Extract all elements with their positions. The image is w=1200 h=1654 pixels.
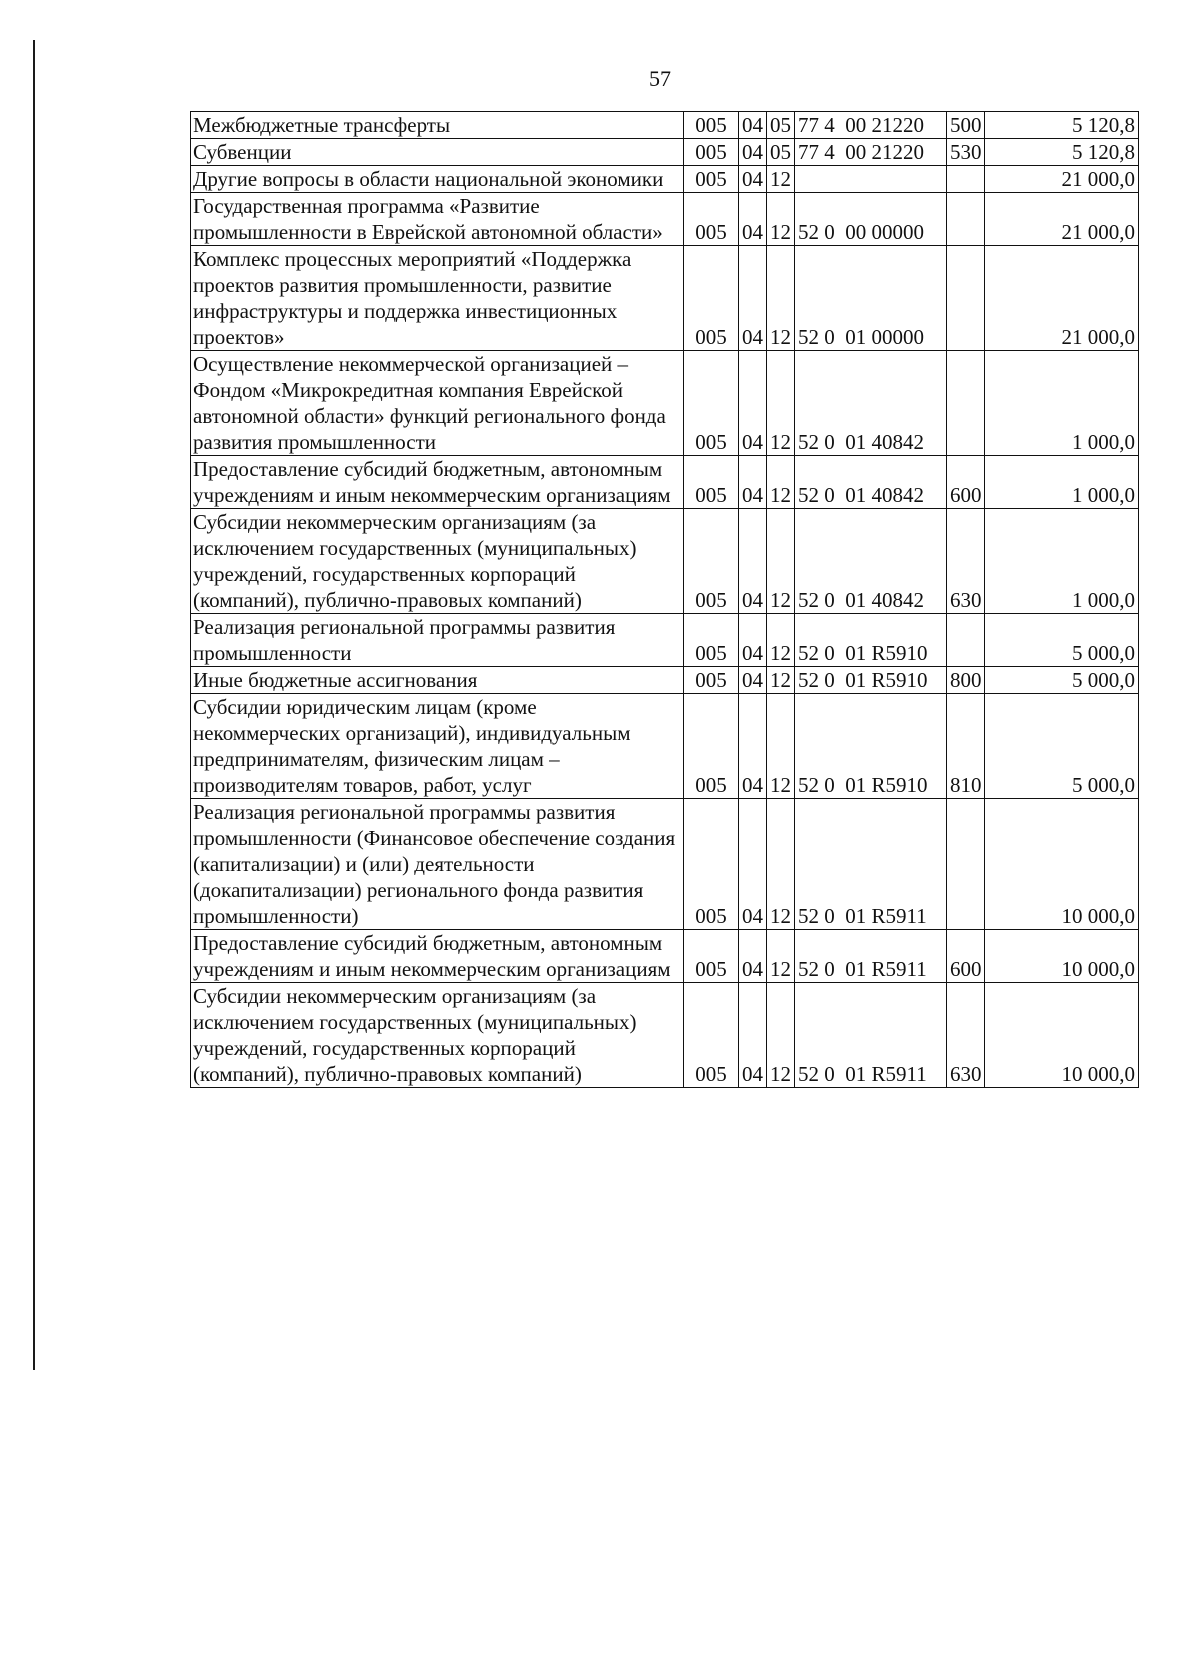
table-row xyxy=(191,351,1139,456)
section-cell: 04 xyxy=(739,193,767,246)
row-name-cell: Иные бюджетные ассигнования xyxy=(191,667,684,694)
subsection-cell: 05 xyxy=(767,112,795,139)
row-name-cell: Государственная программа «Развитие промышленности в Еврейской автономной области» xyxy=(191,193,684,246)
expense-type-cell: 500 xyxy=(947,112,985,139)
table-row xyxy=(191,983,1139,1088)
target-article-cell: 52 0 01 00000 xyxy=(795,246,947,351)
amount-cell: 10 000,0 xyxy=(985,930,1139,983)
subsection-cell: 12 xyxy=(767,930,795,983)
table-row xyxy=(191,456,1139,509)
section-cell: 04 xyxy=(739,799,767,930)
amount-cell: 1 000,0 xyxy=(985,456,1139,509)
subsection-cell: 12 xyxy=(767,983,795,1088)
table-row xyxy=(191,614,1139,667)
target-article-cell xyxy=(795,166,947,193)
section-cell: 04 xyxy=(739,456,767,509)
subsection-cell: 12 xyxy=(767,351,795,456)
target-article-cell: 52 0 01 40842 xyxy=(795,456,947,509)
amount-cell: 10 000,0 xyxy=(985,983,1139,1088)
subsection-cell: 12 xyxy=(767,456,795,509)
expense-type-cell xyxy=(947,166,985,193)
row-name-cell: Другие вопросы в области национальной экономики xyxy=(191,166,684,193)
table-row xyxy=(191,139,1139,166)
section-cell: 04 xyxy=(739,139,767,166)
amount-cell: 5 120,8 xyxy=(985,112,1139,139)
subsection-cell: 12 xyxy=(767,193,795,246)
row-name-cell: Субсидии некоммерческим организациям (за исключением государственных (муниципальных) учреждений, государственных корпораций (компаний), публично-правовых компаний) xyxy=(191,509,684,614)
table-row xyxy=(191,799,1139,930)
target-article-cell: 52 0 01 R5911 xyxy=(795,930,947,983)
target-article-cell: 52 0 00 00000 xyxy=(795,193,947,246)
grbs-cell: 005 xyxy=(684,983,739,1088)
table-row xyxy=(191,930,1139,983)
subsection-cell: 12 xyxy=(767,799,795,930)
grbs-cell: 005 xyxy=(684,351,739,456)
target-article-cell: 52 0 01 R5910 xyxy=(795,614,947,667)
target-article-cell: 52 0 01 R5911 xyxy=(795,983,947,1088)
amount-cell: 21 000,0 xyxy=(985,166,1139,193)
expense-type-cell: 600 xyxy=(947,456,985,509)
expense-type-cell: 630 xyxy=(947,983,985,1088)
amount-cell: 1 000,0 xyxy=(985,351,1139,456)
section-cell: 04 xyxy=(739,509,767,614)
target-article-cell: 77 4 00 21220 xyxy=(795,139,947,166)
row-name-cell: Реализация региональной программы развития промышленности (Финансовое обеспечение создания (капитализации) и (или) деятельности (докапитализации) регионального фонда развития промышленности) xyxy=(191,799,684,930)
table-row xyxy=(191,193,1139,246)
grbs-cell: 005 xyxy=(684,614,739,667)
grbs-cell: 005 xyxy=(684,193,739,246)
grbs-cell: 005 xyxy=(684,166,739,193)
budget-table xyxy=(190,111,1139,1088)
expense-type-cell: 810 xyxy=(947,694,985,799)
expense-type-cell: 800 xyxy=(947,667,985,694)
subsection-cell: 12 xyxy=(767,694,795,799)
grbs-cell: 005 xyxy=(684,799,739,930)
grbs-cell: 005 xyxy=(684,930,739,983)
subsection-cell: 12 xyxy=(767,166,795,193)
table-row xyxy=(191,667,1139,694)
row-name-cell: Комплекс процессных мероприятий «Поддержка проектов развития промышленности, развитие инфраструктуры и поддержка инвестиционных проектов» xyxy=(191,246,684,351)
amount-cell: 10 000,0 xyxy=(985,799,1139,930)
grbs-cell: 005 xyxy=(684,694,739,799)
row-name-cell: Межбюджетные трансферты xyxy=(191,112,684,139)
section-cell: 04 xyxy=(739,112,767,139)
target-article-cell: 52 0 01 R5911 xyxy=(795,799,947,930)
target-article-cell: 52 0 01 R5910 xyxy=(795,667,947,694)
scan-edge-line xyxy=(33,40,35,1370)
target-article-cell: 52 0 01 40842 xyxy=(795,509,947,614)
row-name-cell: Субсидии некоммерческим организациям (за исключением государственных (муниципальных) учреждений, государственных корпораций (компаний), публично-правовых компаний) xyxy=(191,983,684,1088)
target-article-cell: 52 0 01 R5910 xyxy=(795,694,947,799)
subsection-cell: 05 xyxy=(767,139,795,166)
grbs-cell: 005 xyxy=(684,509,739,614)
expense-type-cell xyxy=(947,193,985,246)
grbs-cell: 005 xyxy=(684,456,739,509)
section-cell: 04 xyxy=(739,983,767,1088)
amount-cell: 5 120,8 xyxy=(985,139,1139,166)
row-name-cell: Предоставление субсидий бюджетным, автономным учреждениям и иным некоммерческим организациям xyxy=(191,456,684,509)
grbs-cell: 005 xyxy=(684,139,739,166)
page-number: 57 xyxy=(649,66,671,91)
section-cell: 04 xyxy=(739,246,767,351)
table-row xyxy=(191,246,1139,351)
row-name-cell: Предоставление субсидий бюджетным, автономным учреждениям и иным некоммерческим организациям xyxy=(191,930,684,983)
expense-type-cell: 630 xyxy=(947,509,985,614)
section-cell: 04 xyxy=(739,166,767,193)
amount-cell: 5 000,0 xyxy=(985,694,1139,799)
subsection-cell: 12 xyxy=(767,614,795,667)
target-article-cell: 52 0 01 40842 xyxy=(795,351,947,456)
grbs-cell: 005 xyxy=(684,112,739,139)
amount-cell: 21 000,0 xyxy=(985,193,1139,246)
expense-type-cell xyxy=(947,246,985,351)
subsection-cell: 12 xyxy=(767,246,795,351)
section-cell: 04 xyxy=(739,351,767,456)
target-article-cell: 77 4 00 21220 xyxy=(795,112,947,139)
subsection-cell: 12 xyxy=(767,509,795,614)
subsection-cell: 12 xyxy=(767,667,795,694)
amount-cell: 1 000,0 xyxy=(985,509,1139,614)
row-name-cell: Субвенции xyxy=(191,139,684,166)
row-name-cell: Осуществление некоммерческой организацией – Фондом «Микрокредитная компания Еврейской автономной области» функций регионального фонда развития промышленности xyxy=(191,351,684,456)
grbs-cell: 005 xyxy=(684,667,739,694)
row-name-cell: Субсидии юридическим лицам (кроме некоммерческих организаций), индивидуальным предпринимателям, физическим лицам – производителям товаров, работ, услуг xyxy=(191,694,684,799)
grbs-cell: 005 xyxy=(684,246,739,351)
expense-type-cell xyxy=(947,351,985,456)
amount-cell: 21 000,0 xyxy=(985,246,1139,351)
expense-type-cell xyxy=(947,799,985,930)
section-cell: 04 xyxy=(739,930,767,983)
row-name-cell: Реализация региональной программы развития промышленности xyxy=(191,614,684,667)
table-row xyxy=(191,694,1139,799)
section-cell: 04 xyxy=(739,667,767,694)
expense-type-cell: 530 xyxy=(947,139,985,166)
table-row xyxy=(191,112,1139,139)
section-cell: 04 xyxy=(739,614,767,667)
expense-type-cell: 600 xyxy=(947,930,985,983)
section-cell: 04 xyxy=(739,694,767,799)
expense-type-cell xyxy=(947,614,985,667)
table-row xyxy=(191,166,1139,193)
amount-cell: 5 000,0 xyxy=(985,667,1139,694)
table-row xyxy=(191,509,1139,614)
amount-cell: 5 000,0 xyxy=(985,614,1139,667)
